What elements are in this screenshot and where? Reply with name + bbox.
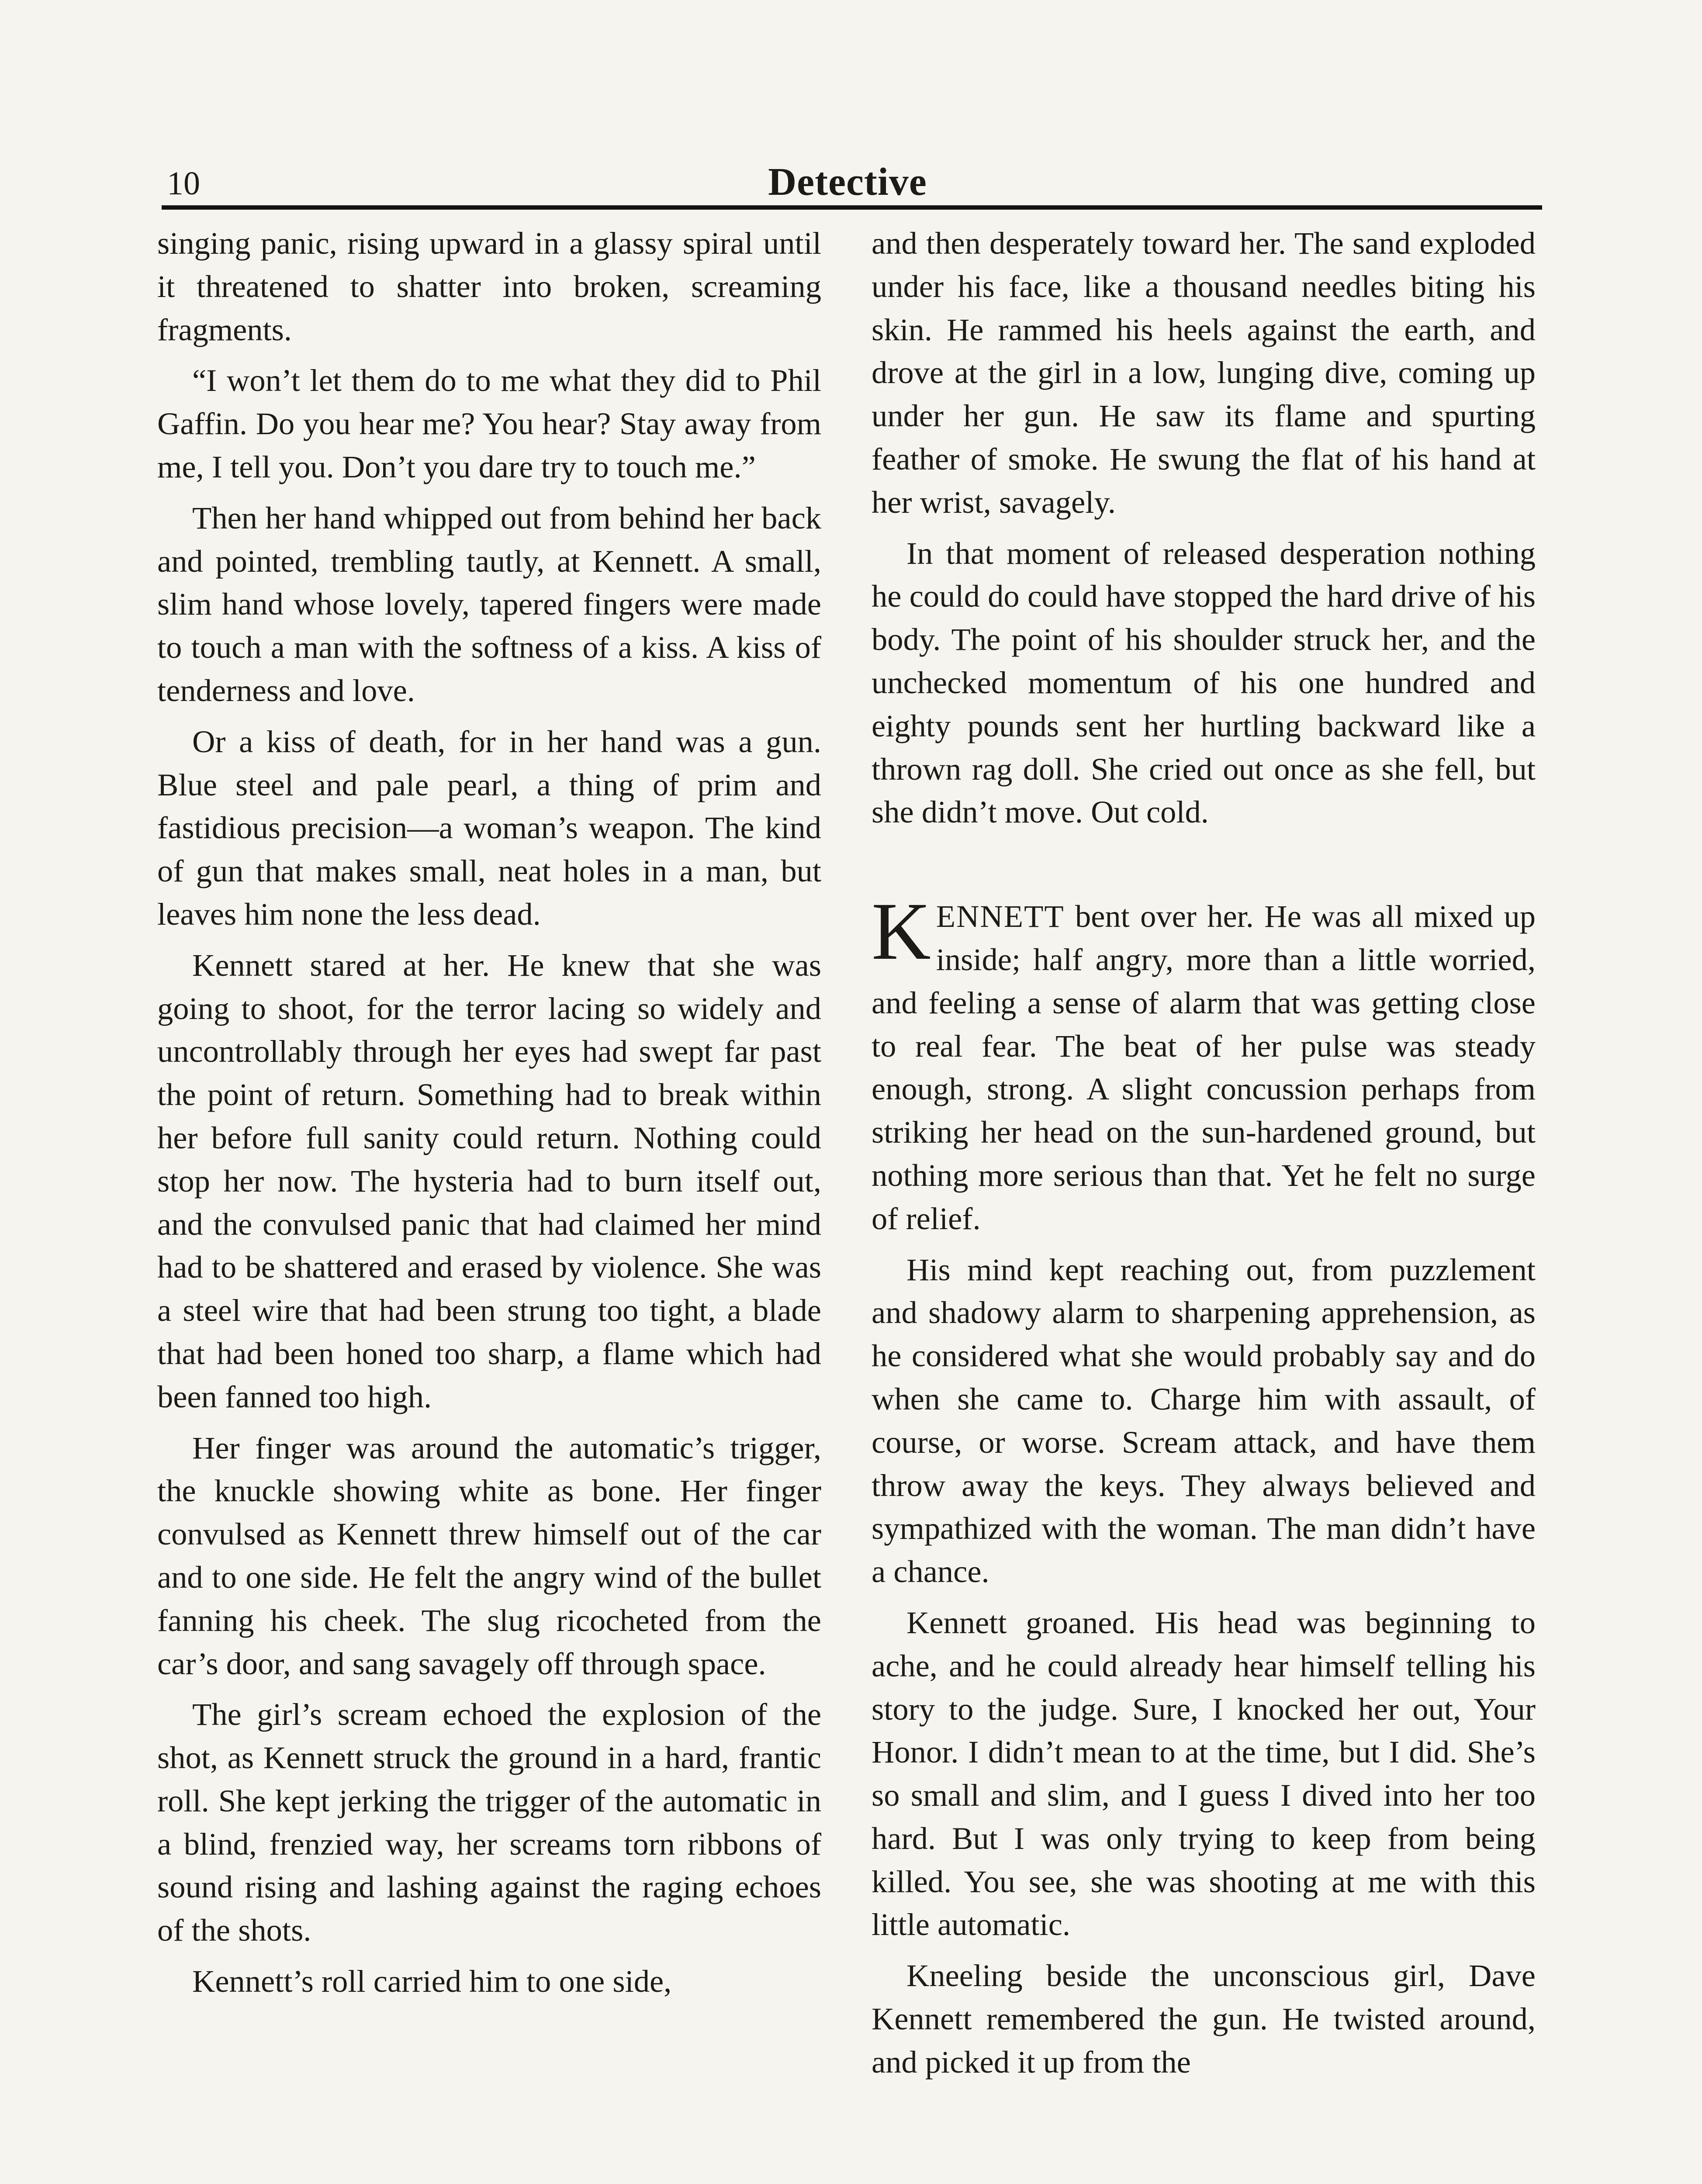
- paragraph: Her finger was around the automatic’s trigger, the knuckle showing white as bone. Her finger convulsed as Kennett threw himself out of the car and to one side. He felt the angry wind of the bullet fanning his cheek. The slug ricocheted from the car’s door, and sang savagely off through space.: [157, 1430, 821, 1681]
- paragraph: singing panic, rising upward in a glassy spiral until it threatened to shatter into broken, screaming fragments.: [157, 225, 821, 347]
- paragraph: The girl’s scream echoed the explosion of the shot, as Kennett struck the ground in a hard, frantic roll. She kept jerking the trigger of the automatic in a blind, frenzied way, her screams torn ribbons of sound rising and lashing against the raging echoes of the shots.: [157, 1697, 821, 1948]
- paragraph: Kennett stared at her. He knew that she was going to shoot, for the terror lacing so widely and uncontrollably through her eyes had swept far past the point of return. Something had to break within her before full sanity could return. Nothing could stop her now. The hysteria had to burn itself out, and the convulsed panic that had claimed her mind had to be shattered and erased by violence. She was a steel wire that had been strung too tight, a blade that had been honed too sharp, a flame which had been fanned too high.: [157, 947, 821, 1414]
- right-column: [872, 222, 1536, 2092]
- drop-cap: K: [872, 885, 931, 977]
- left-column: [157, 222, 821, 2011]
- paragraph: Kneeling beside the unconscious girl, Dave Kennett remembered the gun. He twisted around, and picked it up from the: [872, 1958, 1536, 2080]
- paragraph: Or a kiss of death, for in her hand was a gun. Blue steel and pale pearl, a thing of prim and fastidious precision—a woman’s weapon. The kind of gun that makes small, neat holes in a man, but leaves him none the less dead.: [157, 723, 821, 932]
- running-title: Detective: [768, 160, 927, 204]
- section-first-text: bent over her. He was all mixed up inside; half angry, more than a little worried, and feeling a sense of alarm that was getting close to real fear. The beat of her pulse was steady enough, strong. A slight concussion perhaps from striking her head on the sun-hardened ground, but nothing more serious than that. Yet he felt no surge of relief.: [872, 898, 1536, 1236]
- paragraph: Kennett groaned. His head was beginning to ache, and he could already hear himself telling his story to the judge. Sure, I knocked her out, Your Honor. I didn’t mean to at the time, but I did. She’s so small and slim, and I guess I dived into her too hard. But I was only trying to keep from being killed. You see, she was shooting at me with this little automatic.: [872, 1604, 1536, 1942]
- paragraph: In that moment of released desperation nothing he could do could have stopped the hard drive of his body. The point of his shoulder struck her, and the unchecked momentum of his one hundred and eighty pounds sent her hurtling backward like a thrown rag doll. She cried out once as she fell, but she didn’t move. Out cold.: [872, 535, 1536, 830]
- page-header: [157, 155, 1538, 212]
- header-rule: [162, 205, 1542, 210]
- paragraph: “I won’t let them do to me what they did to Phil Gaffin. Do you hear me? You hear? Stay away from me, I tell you. Don’t you dare try to touch me.”: [157, 363, 821, 484]
- page-number: 10: [167, 165, 200, 202]
- section-opening-paragraph: [872, 885, 1536, 1240]
- paragraph: Kennett’s roll carried him to one side,: [192, 1963, 672, 1999]
- smallcaps-lead: ENNETT: [936, 898, 1065, 934]
- paragraph: and then desperately toward her. The sand exploded under his face, like a thousand needles biting his skin. He rammed his heels against the earth, and drove at the girl in a low, lunging dive, coming up under her gun. He saw its flame and spurting feather of smoke. He swung the flat of his hand at her wrist, savagely.: [872, 225, 1536, 520]
- paragraph: His mind kept reaching out, from puzzlement and shadowy alarm to sharpening apprehension, as he considered what she would probably say and do when she came to. Charge him with assault, of course, or worse. Scream attack, and have them throw away the keys. They always believed and sympathized with the woman. The man didn’t have a chance.: [872, 1251, 1536, 1590]
- paragraph: Then her hand whipped out from behind her back and pointed, trembling tautly, at Kennett. A small, slim hand whose lovely, tapered fingers were made to touch a man with the softness of a kiss. A kiss of tenderness and love.: [157, 500, 821, 708]
